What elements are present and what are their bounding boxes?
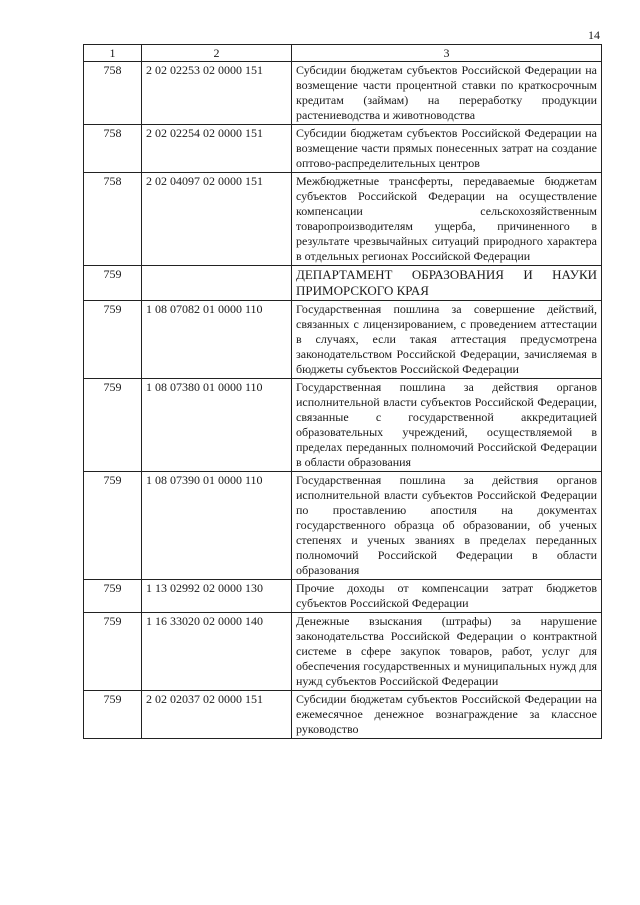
budget-code-cell: 2 02 04097 02 0000 151 bbox=[142, 173, 292, 266]
table-row bbox=[84, 613, 602, 691]
table-row bbox=[84, 173, 602, 266]
table-row bbox=[84, 379, 602, 472]
column-header-1: 1 bbox=[84, 45, 142, 62]
admin-code-cell: 759 bbox=[84, 613, 142, 691]
admin-code-cell: 759 bbox=[84, 379, 142, 472]
revenue-name-cell: Межбюджетные трансферты, передаваемые бюджетам субъектов Российской Федерации на осуществление компенсации сельскохозяйственным товаропроизводителям ущерба, причиненного в результате чрезвычайных ситуаций природного характера в отдельных регионах Российской Федерации bbox=[292, 173, 602, 266]
budget-code-cell: 1 16 33020 02 0000 140 bbox=[142, 613, 292, 691]
table-row bbox=[84, 266, 602, 301]
revenue-name-cell: Прочие доходы от компенсации затрат бюджетов субъектов Российской Федерации bbox=[292, 580, 602, 613]
revenue-name-cell: Субсидии бюджетам субъектов Российской Федерации на возмещение части прямых понесенных затрат на создание оптово-распределительных центров bbox=[292, 125, 602, 173]
budget-code-cell: 1 08 07082 01 0000 110 bbox=[142, 301, 292, 379]
budget-code-cell bbox=[142, 266, 292, 301]
table-row bbox=[84, 62, 602, 125]
admin-code-cell: 759 bbox=[84, 580, 142, 613]
revenue-name-cell: Государственная пошлина за действия органов исполнительной власти субъектов Российской Федерации, связанные с государственной аккредитацией образовательных учреждений, осуществляемой в пределах переданных полномочий Российской Федерации в области образования bbox=[292, 379, 602, 472]
revenue-name-cell: Денежные взыскания (штрафы) за нарушение законодательства Российской Федерации о контрактной системе в сфере закупок товаров, работ, услуг для обеспечения государственных и муниципальных нужд для нужд субъектов Российской Федерации bbox=[292, 613, 602, 691]
revenue-name-cell: Государственная пошлина за действия органов исполнительной власти субъектов Российской Федерации по проставлению апостиля на документах государственного образца об образовании, об ученых степенях и ученых званиях в пределах переданных полномочий Российской Федерации в области образования bbox=[292, 472, 602, 580]
table-row bbox=[84, 125, 602, 173]
admin-code-cell: 759 bbox=[84, 301, 142, 379]
revenue-name-cell: Субсидии бюджетам субъектов Российской Федерации на ежемесячное денежное вознаграждение за классное руководство bbox=[292, 691, 602, 739]
budget-code-cell: 2 02 02254 02 0000 151 bbox=[142, 125, 292, 173]
admin-code-cell: 758 bbox=[84, 62, 142, 125]
table-row bbox=[84, 691, 602, 739]
budget-code-cell: 1 08 07390 01 0000 110 bbox=[142, 472, 292, 580]
budget-classification-table bbox=[83, 44, 602, 739]
budget-code-cell: 1 13 02992 02 0000 130 bbox=[142, 580, 292, 613]
table-header bbox=[84, 45, 602, 62]
budget-code-cell: 2 02 02253 02 0000 151 bbox=[142, 62, 292, 125]
table-row bbox=[84, 580, 602, 613]
budget-code-cell: 1 08 07380 01 0000 110 bbox=[142, 379, 292, 472]
page-number: 14 bbox=[588, 28, 600, 42]
column-header-3: 3 bbox=[292, 45, 602, 62]
admin-code-cell: 758 bbox=[84, 125, 142, 173]
header-row bbox=[84, 45, 602, 62]
admin-code-cell: 758 bbox=[84, 173, 142, 266]
admin-code-cell: 759 bbox=[84, 266, 142, 301]
budget-code-cell: 2 02 02037 02 0000 151 bbox=[142, 691, 292, 739]
admin-code-cell: 759 bbox=[84, 691, 142, 739]
admin-code-cell: 759 bbox=[84, 472, 142, 580]
revenue-name-cell: Субсидии бюджетам субъектов Российской Федерации на возмещение части процентной ставки по краткосрочным кредитам (займам) на переработку продукции растениеводства и животноводства bbox=[292, 62, 602, 125]
revenue-name-cell: Государственная пошлина за совершение действий, связанных с лицензированием, с проведением аттестации в случаях, если такая аттестация предусмотрена законодательством Российской Федерации, зачисляемая в бюджеты субъектов Российской Федерации bbox=[292, 301, 602, 379]
table-body bbox=[84, 62, 602, 739]
table-row bbox=[84, 301, 602, 379]
department-heading-cell: ДЕПАРТАМЕНТ ОБРАЗОВАНИЯ И НАУКИ ПРИМОРСКОГО КРАЯ bbox=[292, 266, 602, 301]
table-row bbox=[84, 472, 602, 580]
column-header-2: 2 bbox=[142, 45, 292, 62]
